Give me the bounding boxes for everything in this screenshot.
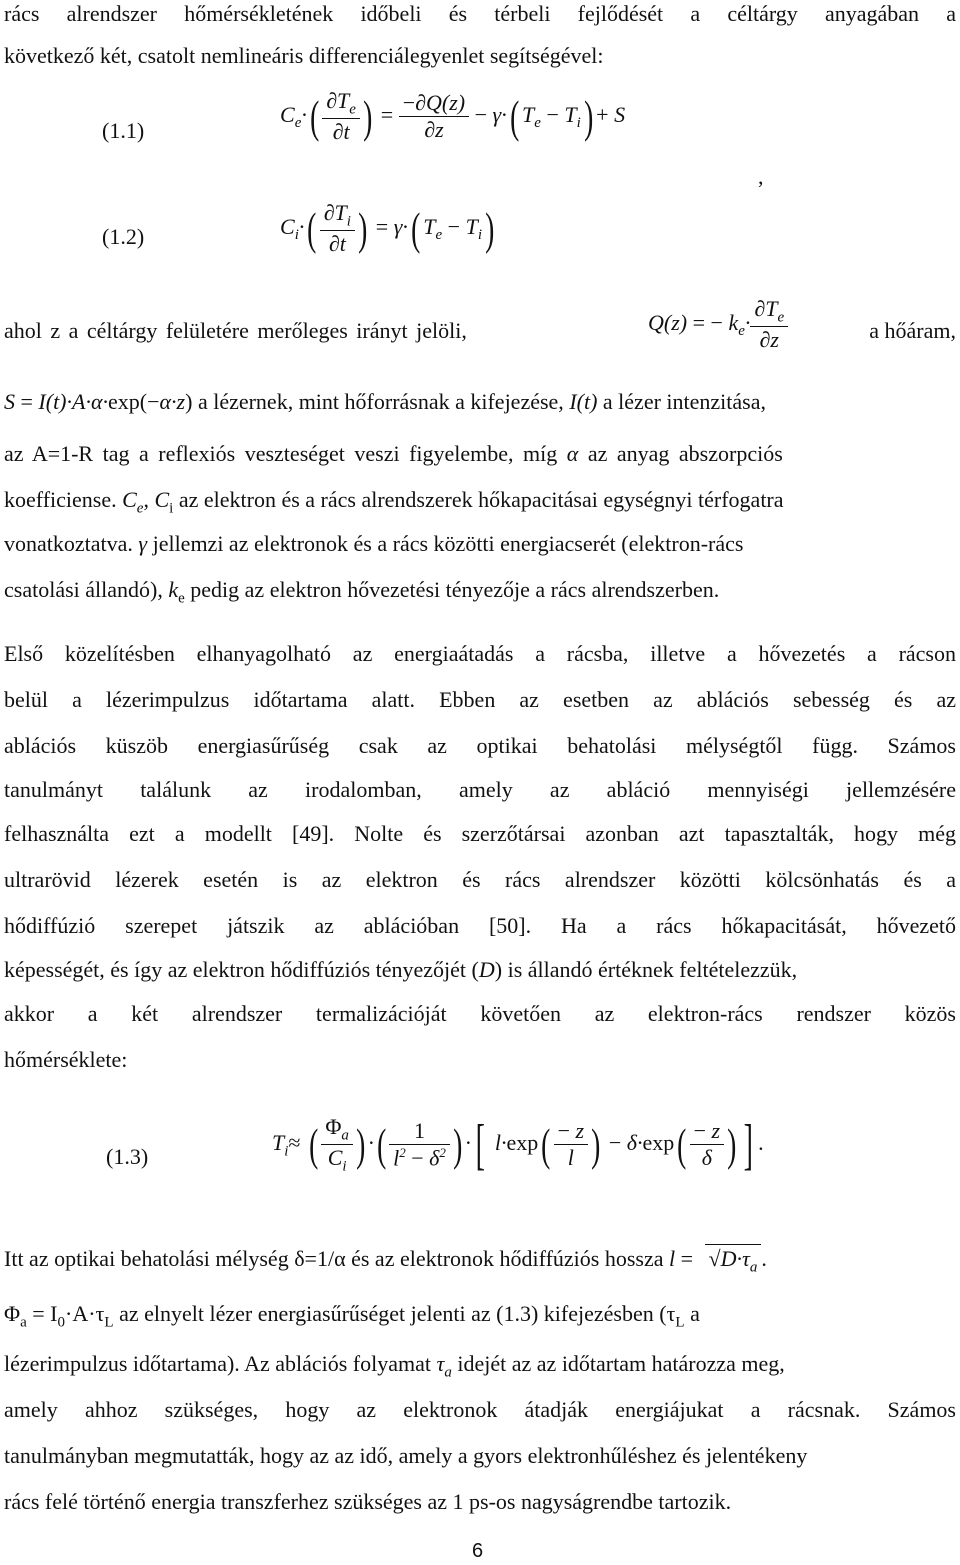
p4-text-3b: idejét az az időtartam határozza meg, bbox=[457, 1351, 785, 1376]
paragraph-4-line-1: Itt az optikai behatolási mélység δ=1/α és az elektronok hődiffúziós hossza $l = √D\cdot\tau_a$ . bbox=[4, 1244, 956, 1281]
paragraph-3-line-9: akkor a két alrendszer termalizációját követően az elektron-rács rendszer közös bbox=[4, 1001, 956, 1026]
equation-1-3 bbox=[0, 1110, 960, 1210]
source-text-a: a lézernek, mint hőforrásnak a kifejezése, bbox=[197, 389, 564, 414]
source-formula: S = I(t)·A·α·exp(−α·z) bbox=[4, 389, 193, 414]
paragraph-3-line-3: ablációs küszöb energiasűrűség csak az optikai behatolási mélységtől függ. Számos bbox=[4, 733, 956, 758]
paragraph-2-line-1 bbox=[4, 440, 956, 468]
equation-number: (1.3) bbox=[106, 1144, 149, 1169]
page-number: 6 bbox=[472, 1540, 484, 1562]
diffusion-length-sqrt: $√D\cdot\tau_a$ bbox=[705, 1244, 762, 1281]
p2-text-7: csatolási állandó), bbox=[4, 577, 163, 602]
paragraph-3-line-2: belül a lézerimpulzus időtartama alatt. Ebben az esetben az ablációs sebesség és az bbox=[4, 687, 956, 712]
ahol-line bbox=[4, 292, 956, 372]
p4-text-2a: = I bbox=[32, 1301, 58, 1326]
p2-text-8: pedig az elektron hővezetési tényezője a rács alrendszerben. bbox=[190, 577, 720, 602]
paragraph-4-line-3: lézerimpulzus időtartama). Az ablációs folyamat $\tau_a$ idejét az az időtartam határozza meg, bbox=[4, 1351, 785, 1381]
trailing-comma: , bbox=[758, 164, 764, 189]
equation-number: (1.1) bbox=[102, 118, 145, 143]
p4-text-2b: az elnyelt lézer energiasűrűséget jelenti az (1.3) kifejezésben (τ bbox=[119, 1301, 676, 1326]
equation-number: (1.2) bbox=[102, 224, 145, 249]
paragraph-3-line-10: hőmérséklete: bbox=[4, 1047, 128, 1072]
paragraph-3-line-5: felhasználta ezt a modellt [49]. Nolte és szerzőtársai azonban azt tapasztalták, hogy még bbox=[4, 821, 956, 846]
p4-text-2c: a bbox=[690, 1301, 700, 1326]
equation-body: $C_i\cdot$( $\frac{\partial T_i}{\partial t}$ ) = γ·( $T_e - T_i$) bbox=[280, 200, 495, 257]
source-intensity: I(t) bbox=[569, 389, 598, 414]
p2-text-3: koefficiense. bbox=[4, 487, 117, 512]
paragraph-2-line-2: koefficiense. $C_e$, $C_i$ az elektron és a rács alrendszerek hőkapacitásai egységnyi térfogatra bbox=[4, 487, 784, 517]
paragraph-4-line-2: $\Phi_a = I_0\cdot A\cdot\tau_L$ az elnyelt lézer energiasűrűséget jelenti az (1.3) kifejezésben ($\tau_L$ a bbox=[4, 1301, 700, 1331]
paragraph-4-line-4: amely ahhoz szükséges, hogy az elektronok átadják energiájukat a rácsnak. Számos bbox=[4, 1397, 956, 1422]
p2-text-1: az A=1-R tag a reflexiós veszteséget veszi figyelembe, míg bbox=[4, 441, 558, 466]
ahol-text: ahol z a céltárgy felületére merőleges irányt jelöli, bbox=[4, 318, 467, 343]
heat-flux-formula: Q(z) = − $k_e\cdot$ $\frac{\partial T_e}{\partial z}$ bbox=[648, 296, 788, 353]
paragraph-2-line-4: csatolási állandó), $k_e$ pedig az elektron hővezetési tényezője a rács alrendszerben. bbox=[4, 577, 720, 607]
equation-body: $C_e\cdot$( $\frac{\partial T_e}{\partial t}$ ) = $\frac{-\partial Q(z)}{\partial z}$ − γ·( $T_e - T_i) + S$ bbox=[280, 88, 626, 145]
paragraph-3-line-7: hődiffúzió szerepet játszik az ablációban [50]. Ha a rács hőkapacitását, hővezető bbox=[4, 913, 956, 938]
p3-text-a: képességét, és így az elektron hődiffúziós tényezőjét bbox=[4, 957, 467, 982]
hoaram-text: a hőáram, bbox=[869, 318, 956, 343]
equation-1-1 bbox=[0, 84, 960, 189]
equation-1-2 bbox=[0, 200, 960, 280]
p3-text-b: is állandó értéknek feltételezzük, bbox=[507, 957, 798, 982]
p2-text-6: jellemzi az elektronok és a rács közötti energiacserét (elektron-rács bbox=[152, 531, 744, 556]
paragraph-4-line-5: tanulmányban megmutatták, hogy az az idő, amely a gyors elektronhűléshez és jelentékeny bbox=[4, 1443, 808, 1468]
p2-text-2: az anyag abszorpciós bbox=[587, 441, 783, 466]
p4-text-1: Itt az optikai behatolási mélység δ=1/α és az elektronok hődiffúziós hossza bbox=[4, 1246, 664, 1271]
paragraph-1-line-1: rács alrendszer hőmérsékletének időbeli és térbeli fejlődését a céltárgy anyagában a bbox=[4, 1, 956, 26]
paragraph-3-line-8: képességét, és így az elektron hődiffúziós tényezőjét (D) is állandó értéknek feltételezzük, bbox=[4, 957, 798, 982]
p2-text-5: vonatkoztatva. bbox=[4, 531, 133, 556]
equation-body: $T_i\approx$ ( $\frac{\Phi_a}{C_i}$ ) ·( $\frac{1}{l^2 - \delta^2}$ ) ·[ l·exp( $\frac{- z}{l}$ ) − δ·exp( $\frac{- z}{\delta}$ ) ] . bbox=[272, 1113, 764, 1176]
alpha-symbol: α bbox=[566, 441, 579, 466]
paragraph-3-line-6: ultrarövid lézerek esetén is az elektron és rács alrendszer közötti kölcsönhatás és a bbox=[4, 867, 956, 892]
paragraph-1-line-2: következő két, csatolt nemlineáris differenciálegyenlet segítségével: bbox=[4, 43, 604, 68]
paragraph-2-line-3: vonatkoztatva. γ jellemzi az elektronok és a rács közötti energiacserét (elektron-rács bbox=[4, 531, 744, 556]
source-text-b: a lézer intenzitása, bbox=[602, 389, 766, 414]
p2-text-4: az elektron és a rács alrendszerek hőkapacitásai egységnyi térfogatra bbox=[178, 487, 784, 512]
p4-text-3a: lézerimpulzus időtartama). Az ablációs folyamat bbox=[4, 1351, 432, 1376]
paragraph-3-line-1: Első közelítésben elhanyagolható az energiaátadás a rácsba, illetve a hővezetés a rácson bbox=[4, 641, 956, 666]
source-line bbox=[4, 388, 956, 416]
paragraph-3-line-4: tanulmányt találunk az irodalomban, amely az abláció mennyiségi jellemzésére bbox=[4, 777, 956, 802]
paragraph-4-line-6: rács felé történő energia transzferhez szükséges az 1 ps-os nagyságrendbe tartozik. bbox=[4, 1489, 732, 1514]
